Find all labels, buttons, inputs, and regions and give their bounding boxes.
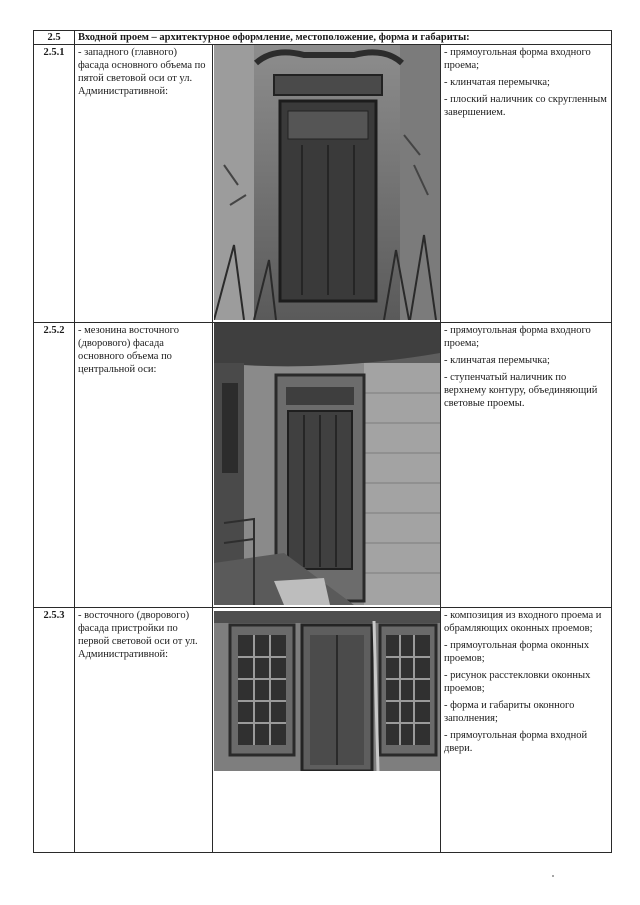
features-cell [441,323,612,608]
section-header-row [34,31,612,45]
feature-item: - прямоугольная форма входного проема; [444,47,591,71]
row-description [75,45,213,323]
feature-item: - рисунок расстекловки оконных проемов; [444,670,591,694]
entrance-door-photo [214,45,440,320]
row-description [75,608,213,853]
feature-item: - прямоугольная форма оконных проемов; [444,640,590,664]
location-text: - мезонина восточного (дворового) фасада основного объема по центральной оси: [78,325,179,375]
features-cell [441,45,612,323]
feature-item: - форма и габариты оконного заполнения; [444,700,575,724]
feature-item: - прямоугольная форма входного проема; [444,325,591,349]
location-text: - восточного (дворового) фасада пристройки по первой световой оси от ул. Административной: [78,610,198,660]
feature-item: - прямоугольная форма входной двери. [444,730,588,754]
section-number: 2.5 [34,31,75,45]
row-number: 2.5.2 [34,323,75,608]
location-text: - западного (главного) фасада основного объема по пятой световой оси от ул. Административной: [78,47,206,97]
table-row [34,608,612,853]
feature-item: - композиция из входного проема и обрамляющих оконных проемов; [444,610,602,634]
section-title: Входной проем – архитектурное оформление, местоположение, форма и габариты: [75,31,612,45]
row-number: 2.5.3 [34,608,75,853]
feature-item: - ступенчатый наличник по верхнему контуру, объединяющий световые проемы. [444,372,598,409]
features-cell [441,608,612,853]
heritage-table [33,30,612,853]
photo-cell [213,608,441,853]
scan-speck [552,875,554,877]
row-description [75,323,213,608]
row-number: 2.5.1 [34,45,75,323]
annex-entrance-photo [214,611,440,771]
table-row [34,45,612,323]
feature-item: - клинчатая перемычка; [444,355,550,366]
feature-item: - клинчатая перемычка; [444,77,550,88]
photo-cell [213,323,441,608]
mezzanine-door-photo [214,323,440,605]
feature-item: - плоский наличник со скругленным завершением. [444,94,607,118]
photo-cell [213,45,441,323]
table-row [34,323,612,608]
